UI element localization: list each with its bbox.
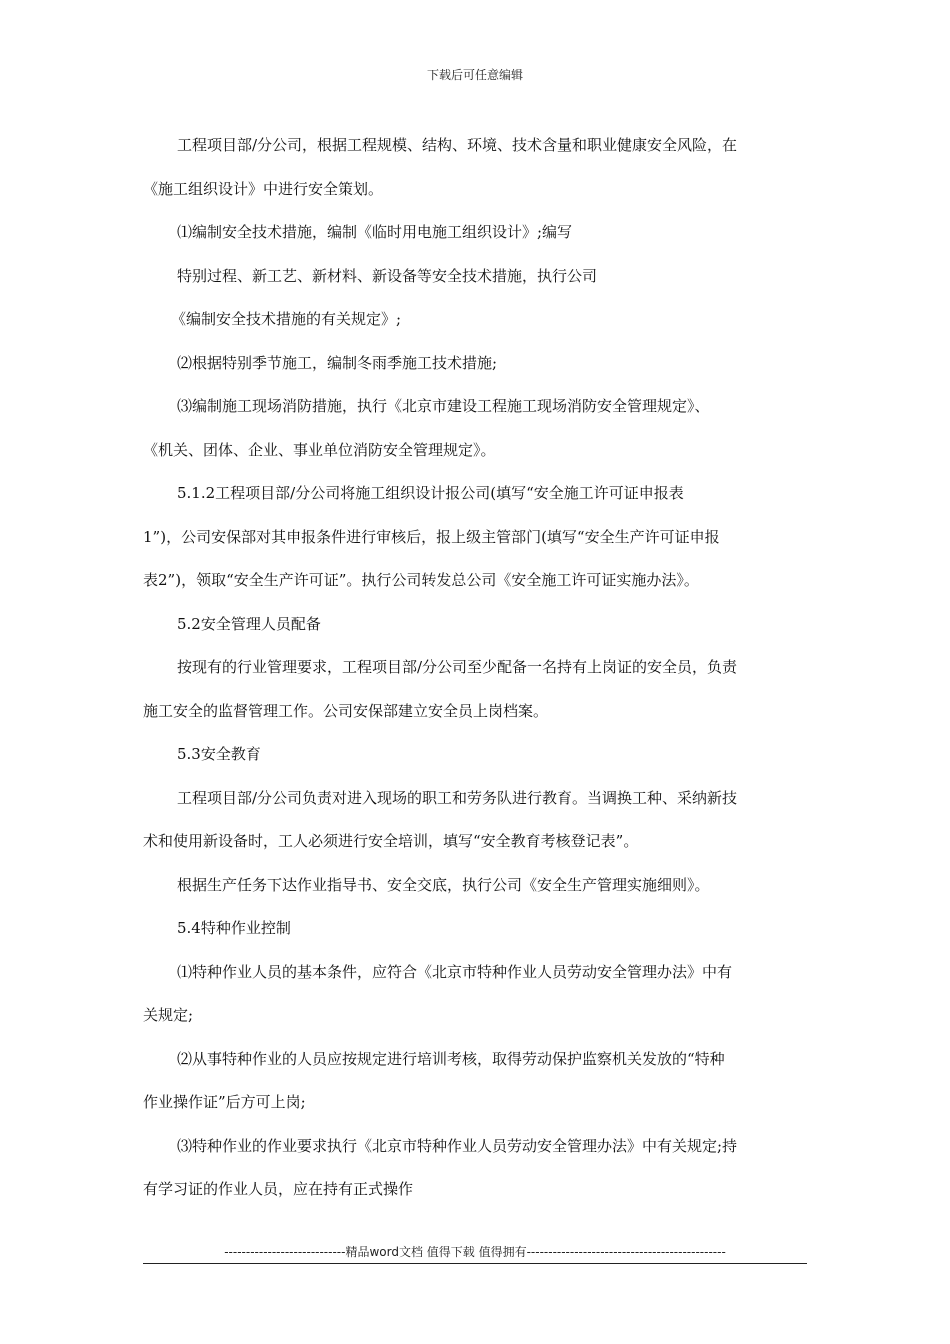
text-line: ⑶编制施工现场消防措施，执行《北京市建设工程施工现场消防安全管理规定》、 bbox=[177, 397, 710, 415]
text-line: 作业操作证”后方可上岗; bbox=[143, 1093, 306, 1111]
footer-rule bbox=[143, 1263, 807, 1264]
document-body bbox=[143, 124, 807, 1212]
text-line: ⑴编制安全技术措施，编制《临时用电施工组织设计》;编写 bbox=[177, 223, 573, 241]
text-line: 特别过程、新工艺、新材料、新设备等安全技术措施，执行公司 bbox=[177, 266, 598, 285]
page-header: 下载后可任意编辑 bbox=[426, 68, 523, 82]
text-line: 1”)，公司安保部对其申报条件进行审核后，报上级主管部门(填写“安全生产许可证申报 bbox=[143, 527, 720, 546]
text-line: 5.3安全教育 bbox=[177, 745, 261, 763]
text-line: 施工安全的监督管理工作。公司安保部建立安全员上岗档案。 bbox=[143, 701, 549, 720]
text-line: 《施工组织设计》中进行安全策划。 bbox=[143, 179, 384, 198]
text-line: 有学习证的作业人员，应在持有正式操作 bbox=[143, 1180, 414, 1198]
text-line: 《机关、团体、企业、事业单位消防安全管理规定》。 bbox=[143, 440, 496, 459]
text-line: ⑵根据特别季节施工，编制冬雨季施工技术措施; bbox=[177, 353, 498, 372]
text-line: ⑵从事特种作业的人员应按规定进行培训考核，取得劳动保护监察机关发放的“特种 bbox=[177, 1049, 725, 1068]
text-line: 根据生产任务下达作业指导书、安全交底，执行公司《安全生产管理实施细则》。 bbox=[177, 875, 710, 894]
text-line: 术和使用新设备时，工人必须进行安全培训，填写“安全教育考核登记表”。 bbox=[143, 832, 639, 850]
text-line: 按现有的行业管理要求，工程项目部/分公司至少配备一名持有上岗证的安全员，负责 bbox=[177, 658, 738, 676]
page-footer: ----------------------------精品word文档 值得下载 值得拥有---------------------------------------------- bbox=[224, 1245, 726, 1259]
text-line: ⑴特种作业人员的基本条件，应符合《北京市特种作业人员劳动安全管理办法》中有 bbox=[177, 962, 733, 981]
text-line: ⑶特种作业的作业要求执行《北京市特种作业人员劳动安全管理办法》中有关规定;持 bbox=[177, 1136, 738, 1155]
text-line: 工程项目部/分公司负责对进入现场的职工和劳务队进行教育。当调换工种、采纳新技 bbox=[177, 788, 738, 807]
text-line: 关规定; bbox=[143, 1006, 194, 1024]
text-line: 工程项目部/分公司，根据工程规模、结构、环境、技术含量和职业健康安全风险，在 bbox=[177, 136, 738, 154]
text-line: 5.4特种作业控制 bbox=[177, 919, 291, 937]
text-line: 5.2安全管理人员配备 bbox=[177, 614, 321, 633]
text-line: 5.1.2工程项目部/分公司将施工组织设计报公司(填写“安全施工许可证申报表 bbox=[177, 484, 684, 502]
text-line: 表2”)，领取“安全生产许可证”。执行公司转发总公司《安全施工许可证实施办法》。 bbox=[143, 571, 699, 589]
text-line: 《编制安全技术措施的有关规定》; bbox=[171, 310, 402, 328]
